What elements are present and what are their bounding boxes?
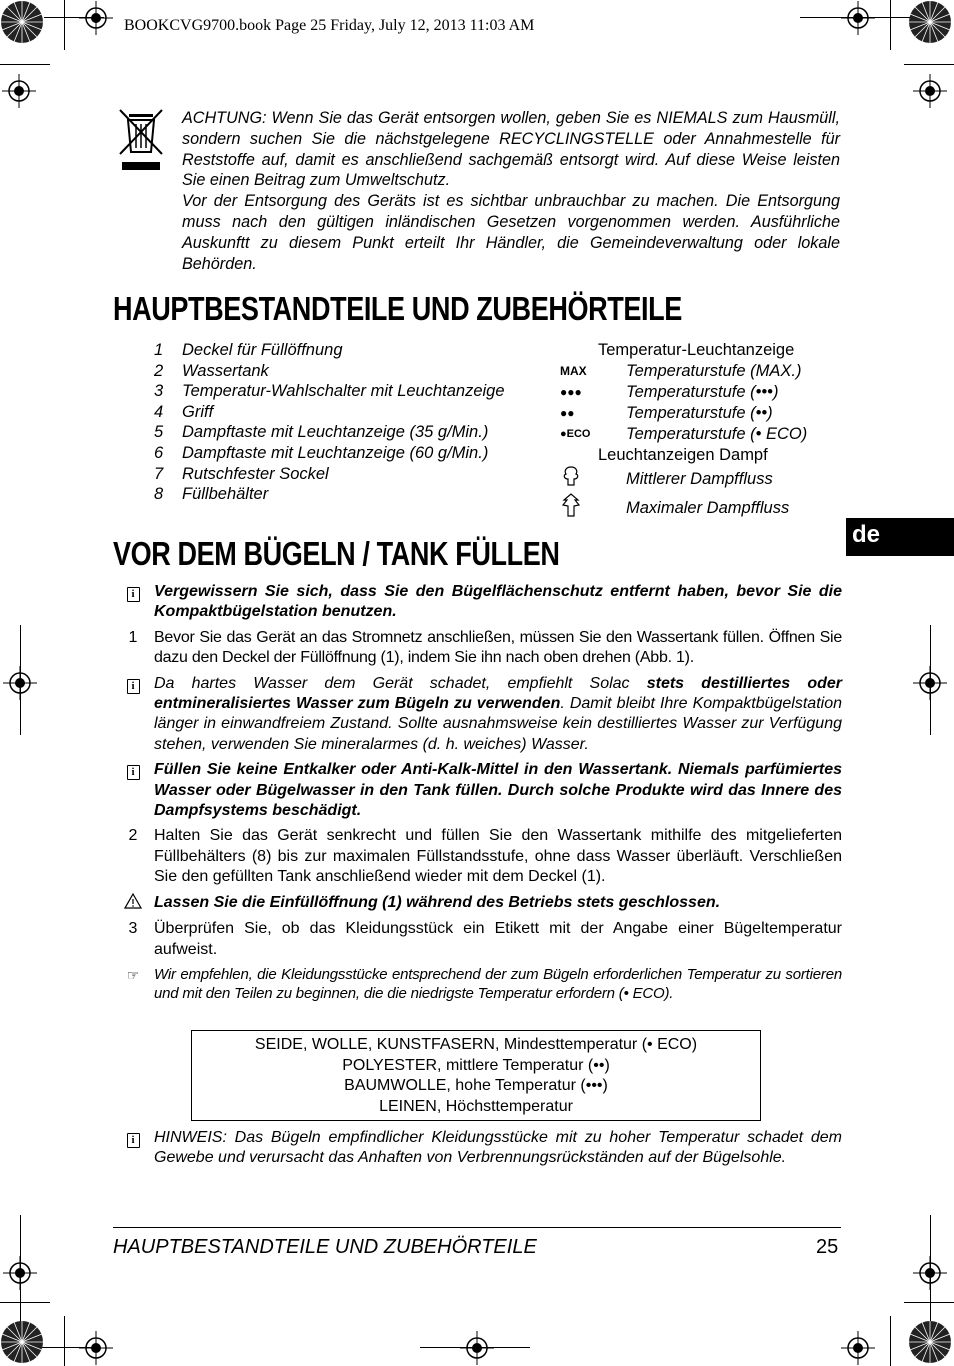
registration-mark-icon [913, 666, 947, 700]
starburst-mark-icon [0, 1320, 44, 1364]
list-item: 8 Füllbehälter [154, 485, 269, 504]
page-number: 25 [816, 1236, 839, 1258]
list-item: 5 Dampftaste mit Leuchtanzeige (35 g/Min.) [154, 423, 489, 442]
disposal-warning [182, 108, 840, 274]
info-note: i Vergewissern Sie sich, dass Sie den Bügelflächenschutz entfernt haben, bevor Sie die Kompaktbügelstation benutzen. [112, 582, 842, 623]
warning-triangle-icon [124, 893, 142, 909]
temp-symbol: ●ECO [560, 428, 591, 440]
print-header: BOOKCVG9700.book Page 25 Friday, July 12, 2013 11:03 AM [124, 17, 535, 34]
registration-mark-icon [3, 1256, 37, 1290]
legend-item: Maximaler Dampffluss [556, 493, 846, 524]
list-item: 2 Wassertank [154, 361, 269, 380]
table-row: BAUMWOLLE, hohe Temperatur (•••) [344, 1077, 608, 1094]
crossed-bin-icon [116, 108, 166, 176]
list-item: 3 Temperatur-Wahlschalter mit Leuchtanzeige [154, 382, 505, 401]
temperature-table [191, 1030, 761, 1121]
section-title-components: HAUPTBESTANDTEILE UND ZUBEHÖRTEILE [113, 290, 682, 327]
registration-mark-icon [841, 1, 875, 35]
footer-title: HAUPTBESTANDTEILE UND ZUBEHÖRTEILE [113, 1236, 537, 1258]
registration-mark-icon [79, 1, 113, 35]
legend-item: ●● Temperaturstufe (••) [556, 403, 846, 424]
step: 3 Überprüfen Sie, ob das Kleidungsstück ein Etikett mit der Angabe einer Bügeltemperatur aufweist. [128, 920, 842, 958]
info-note: i HINWEIS: Das Bügeln empfindlicher Kleidungsstücke mit zu hoher Temperatur schadet dem Gewebe und verursacht das Anhaften von Verbrennungsrückständen auf der Bügelsohle. [112, 1128, 842, 1169]
steam-legend-title: Leuchtanzeigen Dampf [598, 446, 768, 464]
temp-symbol: MAX [560, 364, 587, 378]
section-title-filling: VOR DEM BÜGELN / TANK FÜLLEN [113, 535, 560, 572]
info-note: i Füllen Sie keine Entkalker oder Anti-Kalk-Mittel in den Wassertank. Niemals parfümiertes Wasser oder Bügelwasser in den Tank füllen. Durch solche Produkte wird das Innere des Dampfsystems beschädigt. [112, 760, 842, 821]
registration-mark-icon [913, 74, 947, 108]
language-tab: de [846, 518, 954, 556]
table-row: POLYESTER, mittlere Temperatur (••) [342, 1056, 610, 1074]
legend-item: ●ECO Temperaturstufe (• ECO) [556, 424, 846, 445]
registration-mark-icon [3, 666, 37, 700]
indicator-legend [556, 340, 846, 524]
table-row: SEIDE, WOLLE, KUNSTFASERN, Mindesttemperatur (• ECO) [254, 1036, 698, 1053]
list-item: 6 Dampftaste mit Leuchtanzeige (60 g/Min.) [154, 443, 489, 462]
steam-medium-icon [560, 466, 582, 486]
info-icon: i [127, 587, 140, 602]
registration-mark-icon [841, 1331, 875, 1365]
registration-mark-icon [2, 74, 36, 108]
temp-legend-title: Temperatur-Leuchtanzeige [598, 341, 795, 359]
disposal-warning-p2: Vor der Entsorgung des Geräts ist es sichtbar unbrauchbar zu machen. Die Entsorgung muss nach den gültigen inländischen Gesetzen vorgenommen werden. Ausführliche Auskunftt zu diesem Punkt erteilt Ihr Händler, die Gemeindeverwaltung oder lokale Behörden. [182, 192, 840, 273]
legend-item: MAX Temperaturstufe (MAX.) [556, 361, 846, 382]
temp-symbol: ●● [560, 406, 575, 420]
step: 1 Bevor Sie das Gerät an das Stromnetz anschließen, müssen Sie den Wassertank füllen. Öffnen Sie dazu den Deckel der Füllöffnung (1), indem Sie ihn nach oben drehen (Abb. 1). [128, 628, 842, 667]
info-icon: i [127, 679, 140, 694]
disposal-warning-p1: ACHTUNG: Wenn Sie das Gerät entsorgen wollen, geben Sie es NIEMALS zum Hausmüll, sondern suchen Sie die nächstgelegene RECYCLINGSTELLE oder Annahmestelle für Reststoffe auf, damit es anschließend sachgemäß entsorgt wird. Auf diese Weise leisten Sie einen Beitrag zum Umweltschutz. [182, 109, 840, 190]
pointing-hand-icon: ☞ [126, 966, 140, 983]
info-note: i Da hartes Wasser dem Gerät schadet, empfiehlt Solac stets destilliertes oder entmineralisiertes Wasser zum Bügeln zu verwenden. Damit bleibt Ihre Kompaktbügelstation länger in einwandfreiem Zustand. Sollte ausnahmsweise kein destilliertes Wasser zur Verfügung stehen, verwenden Sie mineralarmes (d. h. weiches) Wasser. [112, 674, 842, 756]
legend-item: Mittlerer Dampffluss [556, 466, 846, 493]
info-icon: i [127, 765, 140, 780]
final-note [112, 1128, 842, 1174]
registration-mark-icon [460, 1331, 494, 1365]
tip-note: ☞ Wir empfehlen, die Kleidungsstücke entsprechend der zum Bügeln erforderlichen Temperatur zu sortieren und mit den Teilen zu beginnen, die die niedrigste Temperatur erfordern (• ECO). [112, 965, 842, 1003]
list-item: 1 Deckel für Füllöffnung [154, 341, 343, 359]
list-item: 4 Griff [154, 402, 214, 421]
filling-instructions [112, 582, 842, 1008]
steam-max-icon [560, 493, 582, 517]
starburst-mark-icon [908, 0, 952, 44]
starburst-mark-icon [908, 1320, 952, 1364]
caution-note: Lassen Sie die Einfüllöffnung (1) während des Betriebs stets geschlossen. [112, 893, 842, 914]
list-item: 7 Rutschfester Sockel [154, 464, 329, 483]
legend-item: ●●● Temperaturstufe (•••) [556, 382, 846, 403]
registration-mark-icon [913, 1256, 947, 1290]
registration-mark-icon [79, 1331, 113, 1365]
info-icon: i [127, 1133, 140, 1148]
temp-symbol: ●●● [560, 385, 582, 399]
table-row: LEINEN, Höchsttemperatur [379, 1097, 573, 1115]
footer-divider [113, 1227, 841, 1228]
step: 2 Halten Sie das Gerät senkrecht und füllen Sie den Wassertank mithilfe des mitgelieferten Füllbehälters (8) bis zur maximalen Füllstandsstufe, ohne dass Wasser überläuft. Verschließen Sie den gefüllten Tank anschließend wieder mit dem Deckel (1). [128, 827, 842, 886]
starburst-mark-icon [0, 0, 44, 44]
parts-list [154, 340, 554, 505]
